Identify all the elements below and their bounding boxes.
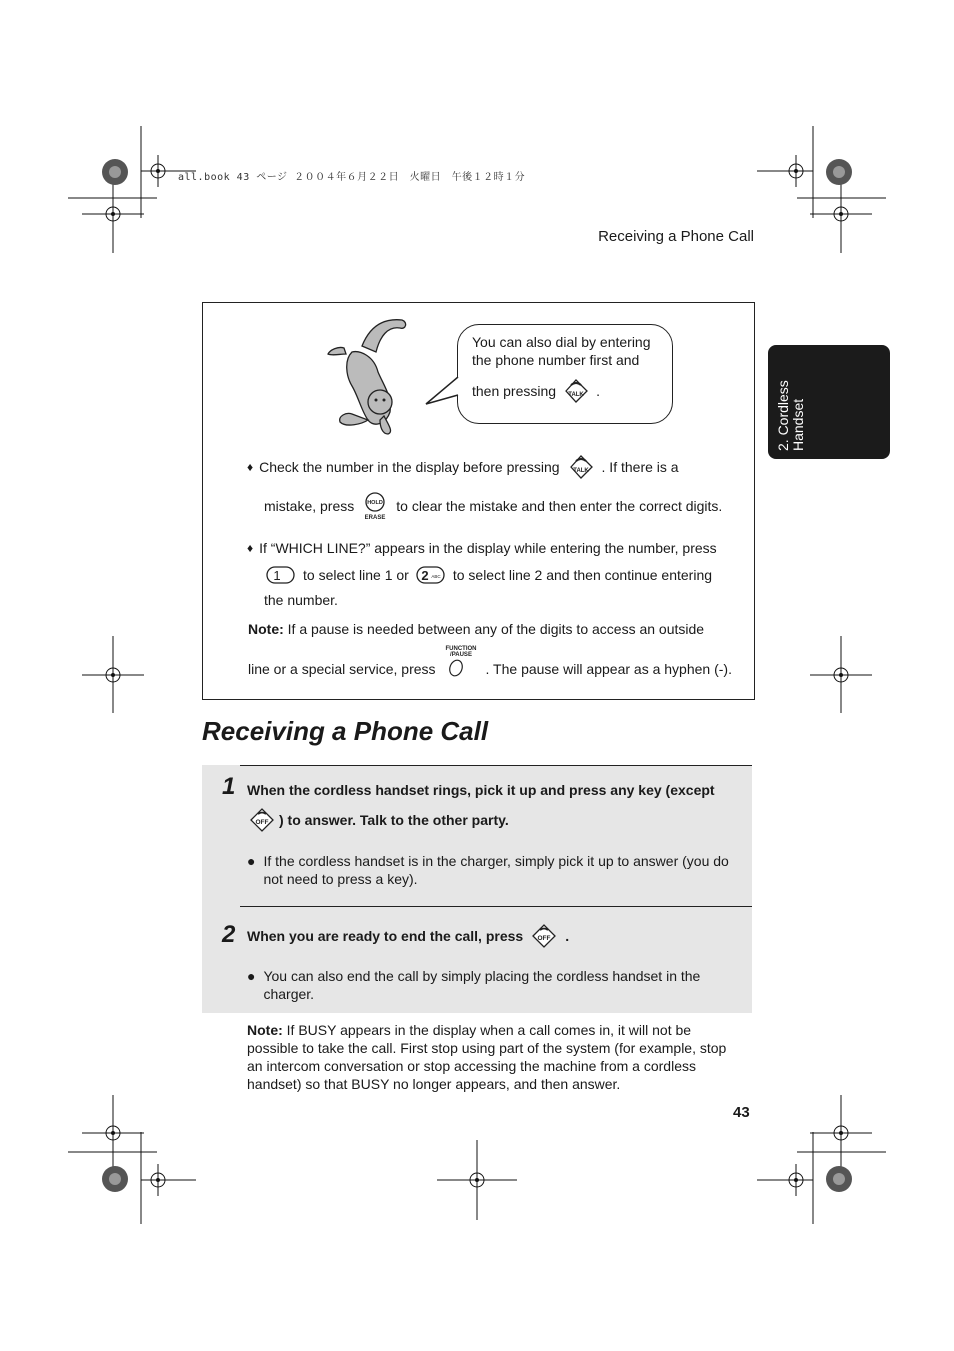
bottom-note-line1: If BUSY appears in the display when a call comes in, it will not be xyxy=(286,1022,692,1038)
step-2-number: 2 xyxy=(222,921,236,948)
step-1-bullet xyxy=(247,852,742,888)
bubble-line3: then pressing xyxy=(472,383,557,399)
tip-bullet-2-part4: the number. xyxy=(264,592,338,608)
tip-bullet-2-part2: to select line 1 or xyxy=(303,567,409,583)
off-key-label: OFF xyxy=(537,935,551,942)
tip-note-part1: If a pause is needed between any of the digits to access an outside xyxy=(287,621,705,637)
tip-note-part2: line or a special service, press xyxy=(248,661,436,677)
pause-key-label: /PAUSE xyxy=(449,652,472,658)
bottom-note-line2: possible to take the call. First stop using part of the system (for example, stop xyxy=(247,1040,727,1056)
bullet-dot-icon: ● xyxy=(247,853,256,869)
tip-bullet-1-part3: mistake, press xyxy=(264,498,355,514)
bubble-tail xyxy=(424,375,460,407)
step-1-bullet-line2: not need to press a key). xyxy=(263,871,418,887)
diamond-bullet-icon: ♦ xyxy=(247,460,254,474)
step-2-head-part2: . xyxy=(565,928,570,944)
key-2-icon xyxy=(416,565,446,585)
key-2-label: 2 xyxy=(421,568,429,583)
tip-note-part3: . The pause will appear as a hyphen (-). xyxy=(485,661,732,677)
erase-key-label: ERASE xyxy=(364,515,386,521)
step-2-heading xyxy=(247,922,569,950)
print-info: all.book 43 ページ ２００４年６月２２日 火曜日 午後１２時１分 xyxy=(178,172,526,183)
step-1-bullet-line1: If the cordless handset is in the charger, simply pick it up to answer (you do xyxy=(263,853,729,869)
off-key-label: OFF xyxy=(255,819,269,826)
speech-bubble xyxy=(457,324,673,424)
function-key-label: FUNCTION xyxy=(445,646,477,652)
tip-bullet-1-part2: . If there is a xyxy=(601,459,679,475)
bottom-note xyxy=(247,1021,747,1093)
bullet-dot-icon: ● xyxy=(247,968,256,984)
off-key-icon xyxy=(247,806,277,834)
step-divider xyxy=(240,906,752,907)
step-divider xyxy=(240,765,752,766)
talk-key-icon xyxy=(566,453,596,481)
step-2-bullet-line2: charger. xyxy=(263,986,315,1002)
chapter-tab-line1: 2. Cordless xyxy=(775,380,791,451)
page-number: 43 xyxy=(733,1104,750,1121)
cat-illustration-icon xyxy=(322,316,414,436)
tip-note-label: Note: xyxy=(248,621,284,637)
step-2-head-part1: When you are ready to end the call, press xyxy=(247,928,524,944)
chapter-tab xyxy=(768,345,890,459)
chapter-tab-line2: Handset xyxy=(790,398,806,451)
bottom-note-label: Note: xyxy=(247,1022,283,1038)
step-1-head-part2: ) to answer. Talk to the other party. xyxy=(279,812,509,828)
tip-bullet-2-part3: to select line 2 and then continue entering xyxy=(452,567,713,583)
step-2-bullet xyxy=(247,967,742,1003)
section-title: Receiving a Phone Call xyxy=(202,716,489,746)
hold-key-label: HOLD xyxy=(367,500,384,506)
tip-bullet-1-part1: Check the number in the display before pressing xyxy=(259,459,560,475)
step-1-number: 1 xyxy=(222,773,236,800)
tip-note xyxy=(248,620,743,678)
tip-bullet-2-part1: If “WHICH LINE?” appears in the display while entering the number, press xyxy=(259,540,717,556)
talk-key-label: TALK xyxy=(572,468,589,474)
step-2-bullet-line1: You can also end the call by simply placing the cordless handset in the xyxy=(263,968,701,984)
diamond-bullet-icon: ♦ xyxy=(247,541,254,555)
bubble-line1: You can also dial by entering xyxy=(472,334,651,350)
key-1-icon xyxy=(266,565,296,585)
tip-bullet-2 xyxy=(247,539,742,609)
step-1-heading xyxy=(247,782,742,834)
talk-key-icon xyxy=(562,377,590,405)
tip-bullet-1-part4: to clear the mistake and then enter the correct digits. xyxy=(396,498,723,514)
running-header: Receiving a Phone Call xyxy=(598,228,754,245)
hold-erase-key-icon xyxy=(362,491,388,521)
off-key-icon xyxy=(529,922,559,950)
talk-key-label: TALK xyxy=(568,392,584,398)
bubble-line2: the phone number first and xyxy=(472,352,640,368)
key-2-sub-label: ABC xyxy=(431,574,441,579)
key-1-label: 1 xyxy=(273,568,281,583)
function-pause-key-icon xyxy=(442,644,480,678)
bubble-end: . xyxy=(596,383,600,399)
bottom-note-line3: an intercom conversation or stop accessing the machine from a cordless xyxy=(247,1058,696,1074)
tip-bullet-1 xyxy=(247,453,737,521)
step-1-head-part1: When the cordless handset rings, pick it up and press any key (except xyxy=(247,782,715,798)
bottom-note-line4: handset) so that BUSY no longer appears, and then answer. xyxy=(247,1076,621,1092)
